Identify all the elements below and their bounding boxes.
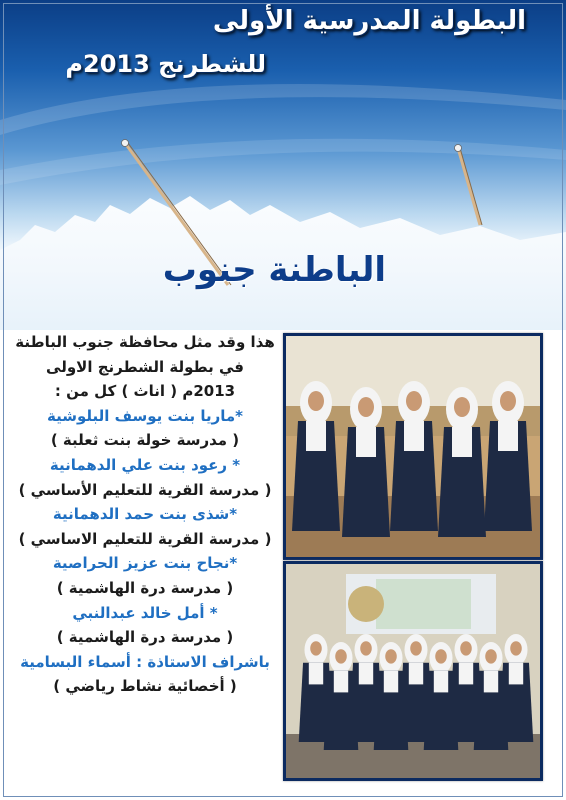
text-line: *شذى بنت حمد الدهمانية: [52, 505, 238, 524]
text-line: ( مدرسة القرية للتعليم الاساسي ): [18, 529, 272, 548]
header-title-line2: للشطرنج 2013م: [65, 50, 266, 78]
text-line: * أمل خالد عبدالنبي: [72, 603, 218, 622]
text-line: باشراف الاستاذة : أسماء البسامية: [20, 652, 270, 671]
section-title: الباطنة جنوب: [162, 250, 386, 290]
header-title-line1: البطولة المدرسية الأولى: [212, 6, 526, 36]
text-line: في بطولة الشطرنج الاولى: [46, 357, 244, 376]
decor-stick-right: [458, 148, 480, 225]
group-photo-award: [283, 561, 543, 781]
team-photo-illustration: [286, 336, 540, 557]
text-line: * رعود بنت علي الدهمانية: [49, 455, 241, 474]
text-line: ( أخصائية نشاط رياضي ): [53, 677, 237, 696]
participants-text-block: [10, 330, 280, 699]
text-line: هذا وقد مثل محافظة جنوب الباطنة: [15, 333, 275, 351]
text-line: ( مدرسة القرية للتعليم الأساسي ): [18, 480, 272, 499]
text-line: *ماريا بنت يوسف البلوشية: [46, 406, 243, 425]
text-line: ( مدرسة خولة بنت ثعلبة ): [50, 431, 240, 450]
text-line: 2013م ( اناث ) كل من :: [54, 382, 236, 401]
text-line: ( مدرسة درة الهاشمية ): [56, 628, 234, 647]
text-line: *نجاح بنت عزيز الحراصية: [52, 554, 238, 573]
text-line: ( مدرسة درة الهاشمية ): [56, 578, 234, 597]
group-photo-illustration: [286, 564, 540, 778]
team-photo-trophy: [283, 333, 543, 560]
